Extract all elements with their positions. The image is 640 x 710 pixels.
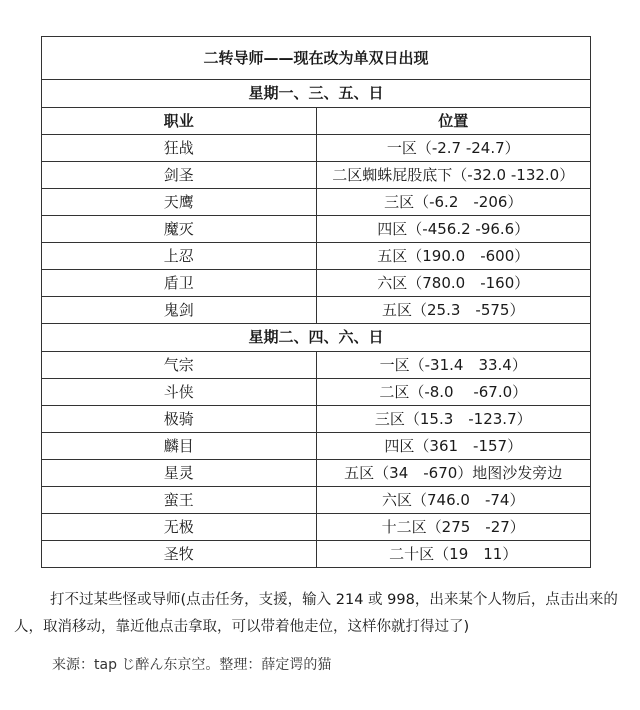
- table-row: [42, 270, 591, 297]
- day-label: 星期一、三、五、日: [42, 80, 591, 108]
- table-row: [42, 297, 591, 324]
- table-title-row: [42, 37, 591, 80]
- table-row: [42, 541, 591, 568]
- table-row: [42, 406, 591, 433]
- job-cell: 天鹰: [42, 189, 317, 216]
- day-row: [42, 80, 591, 108]
- location-cell: 三区（-6.2 -206）: [316, 189, 591, 216]
- source-credit: 来源：tap じ醉ん东京空。整理：薛定谔的猫: [52, 657, 332, 673]
- location-cell: 五区（190.0 -600）: [316, 243, 591, 270]
- location-cell: 二十区（19 11）: [316, 541, 591, 568]
- job-cell: 狂战: [42, 135, 317, 162]
- table-row: [42, 379, 591, 406]
- job-cell: 魔灭: [42, 216, 317, 243]
- header-job: 职业: [42, 108, 317, 135]
- job-cell: 鬼剑: [42, 297, 317, 324]
- day-row: [42, 324, 591, 352]
- job-cell: 剑圣: [42, 162, 317, 189]
- table-row: [42, 514, 591, 541]
- tip-note: 打不过某些怪或导师(点击任务，支援，输入 214 或 998，出来某个人物后，点击出来的人，取消移动，靠近他点击拿取，可以带着他走位，这样你就打得过了): [14, 592, 618, 635]
- job-cell: 蛮王: [42, 487, 317, 514]
- location-cell: 二区蜘蛛屁股底下（-32.0 -132.0）: [316, 162, 591, 189]
- table-title: 二转导师——现在改为单双日出现: [42, 37, 591, 80]
- location-cell: 四区（-456.2 -96.6）: [316, 216, 591, 243]
- location-cell: 十二区（275 -27）: [316, 514, 591, 541]
- header-row: [42, 108, 591, 135]
- location-cell: 五区（25.3 -575）: [316, 297, 591, 324]
- table-row: [42, 189, 591, 216]
- job-cell: 麟目: [42, 433, 317, 460]
- table-row: [42, 243, 591, 270]
- mentor-table: [41, 36, 591, 568]
- job-cell: 上忍: [42, 243, 317, 270]
- table-row: [42, 487, 591, 514]
- location-cell: 一区（-31.4 33.4）: [316, 352, 591, 379]
- table-row: [42, 460, 591, 487]
- job-cell: 斗侠: [42, 379, 317, 406]
- location-cell: 六区（746.0 -74）: [316, 487, 591, 514]
- table-row: [42, 433, 591, 460]
- table-row: [42, 216, 591, 243]
- table-row: [42, 352, 591, 379]
- location-cell: 四区（361 -157）: [316, 433, 591, 460]
- location-cell: 一区（-2.7 -24.7）: [316, 135, 591, 162]
- job-cell: 圣牧: [42, 541, 317, 568]
- job-cell: 极骑: [42, 406, 317, 433]
- location-cell: 三区（15.3 -123.7）: [316, 406, 591, 433]
- table-row: [42, 135, 591, 162]
- job-cell: 盾卫: [42, 270, 317, 297]
- day-label: 星期二、四、六、日: [42, 324, 591, 352]
- header-location: 位置: [316, 108, 591, 135]
- location-cell: 五区（34 -670）地图沙发旁边: [316, 460, 591, 487]
- location-cell: 二区（-8.0 -67.0）: [316, 379, 591, 406]
- table-row: [42, 162, 591, 189]
- job-cell: 星灵: [42, 460, 317, 487]
- job-cell: 无极: [42, 514, 317, 541]
- location-cell: 六区（780.0 -160）: [316, 270, 591, 297]
- job-cell: 气宗: [42, 352, 317, 379]
